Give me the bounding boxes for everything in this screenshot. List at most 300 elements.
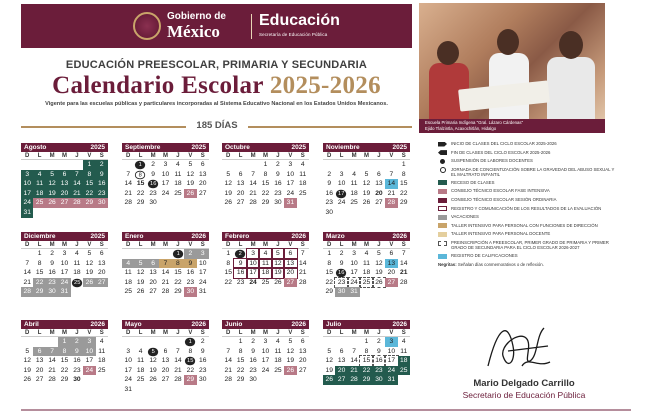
day-cell: 1 [37,250,42,257]
day-cell: 16 [186,269,195,277]
weekday-header [323,152,410,160]
day-cell: 28 [299,278,307,286]
empty-day [385,160,397,170]
day-cell: 5 [87,250,92,257]
legend-swatch-icon [438,215,447,220]
day-cell: 6 [339,347,344,355]
day-cell: 14 [299,259,307,267]
day-cell: 17 [124,366,132,374]
weekday-label: D [126,330,131,336]
weekday-label: J [176,153,180,159]
day-cell: 12 [272,259,284,269]
day-cell: 15 [224,269,232,277]
day-cell: 14 [161,269,170,277]
weekday-header [222,241,309,249]
day-cell: 28 [124,199,132,207]
day-cell: 18 [259,268,271,278]
month-name: Febrero [225,233,250,240]
day-cell: 4 [176,161,180,168]
day-cell: 19 [224,189,232,197]
day-cell: 16 [148,180,159,188]
empty-day [159,337,171,347]
day-cell: 29 [325,288,333,296]
subtitle: Vigente para las escuelas públicas y particulares incorporadas al Sistema Educativo Nacional en los Estados Unidos Mexicanos. [45,101,388,107]
day-cell: 27 [236,199,245,207]
day-cell: 29 [83,198,95,208]
day-cell: 25 [124,288,132,296]
day-cell: 15 [60,357,69,365]
day-cell: 2 [327,170,332,178]
day-cell: 7 [226,347,231,355]
day-cell: 1 [263,161,268,168]
day-cell: 20 [236,189,245,197]
day-cell: 15 [35,269,44,277]
day-cell: 8 [401,170,406,178]
day-cell: 28 [348,375,360,385]
day-cell: 16 [249,357,257,365]
legend-label: FIN DE CLASES DEL CICLO ESCOLAR 2025-2026 [451,149,551,155]
day-cell: 13 [199,170,207,178]
day-cell: 12 [186,170,195,178]
weekday-label: M [351,153,357,159]
empty-day [159,249,171,259]
day-cell: 17 [350,269,358,277]
day-cell: 17 [60,269,69,277]
day-cell: 6 [238,170,243,178]
day-cell: 23 [325,199,333,207]
weekday-label: M [61,242,67,248]
day-cell: 18 [274,357,282,365]
weekday-header [122,329,209,337]
day-cell: 11 [98,347,106,355]
day-cell: 30 [249,376,257,384]
day-cell: 27 [161,376,170,384]
day-cell: 20 [98,269,106,277]
day-cell: 22 [136,189,145,197]
legend-item [438,150,618,156]
day-cell: 25 [360,278,372,288]
day-cell: 13 [161,357,170,365]
national-seal-icon [133,12,161,40]
empty-day [222,160,234,170]
weekday-label: M [250,242,256,248]
day-cell: 11 [33,179,45,189]
day-cell: 18 [136,366,145,374]
empty-day [147,249,159,259]
day-cell: 24 [286,189,295,197]
day-cell: 16 [96,179,108,189]
month-year: 2025 [90,144,105,151]
day-grid [21,160,108,218]
photo-figure [547,57,595,123]
empty-day [360,160,372,170]
day-cell: 23 [73,366,81,374]
legend-label: INICIO DE CLASES DEL CICLO ESCOLAR 2025-2026 [451,141,557,146]
day-cell: 27 [199,189,207,197]
weekday-label: S [401,242,406,248]
day-cell: 2 [251,338,255,345]
gobierno-label: Gobierno de [167,11,226,22]
day-cell: 22 [60,366,69,374]
day-cell: 2 [200,338,205,345]
day-cell: 11 [274,347,282,355]
weekday-label: D [126,153,131,159]
day-cell: 29 [360,375,372,385]
day-cell: 28 [400,278,408,286]
day-cell: 9 [184,259,196,269]
day-cell: 23 [236,278,245,286]
legend-label: PREINSCRIPCIÓN A PREESCOLAR, PRIMER GRADO DE PRIMARIA Y PRIMER GRADO DE SECUNDARIA PARA EL CICLO ESCOLAR 2026-2027 [451,240,609,251]
weekday-label: D [25,153,30,159]
day-cell: 10 [261,347,270,355]
day-cell: 22 [325,278,333,286]
day-cell: 18 [350,189,358,197]
month-noviembre [323,143,410,218]
weekday-label: L [339,330,344,336]
legend-label: CONSEJO TÉCNICO ESCOLAR FASE INTENSIVA [451,188,550,194]
day-cell: 13 [337,357,346,365]
day-cell: 17 [161,180,170,188]
day-cell: 7 [401,250,406,257]
legend-item [438,188,618,194]
day-cell: 18 [299,180,307,188]
day-cell: 4 [138,347,143,355]
day-cell: 15 [83,179,95,189]
photo-figure [497,29,519,55]
month-year: 2026 [90,321,105,328]
day-cell: 22 [236,366,245,374]
day-cell: 8 [226,259,231,267]
legend-label: REGISTRO DE CALIFICACIONES [451,253,518,259]
weekday-label: M [61,153,67,159]
school-days-count: 185 DÍAS [186,119,248,133]
day-cell: 14 [385,179,397,189]
month-header [222,320,309,329]
day-cell: 16 [199,357,207,365]
day-cell: 27 [375,199,383,207]
day-cell: 29 [261,199,270,207]
day-cell: 20 [335,366,347,376]
day-cell: 11 [124,269,132,277]
month-marzo [323,232,410,297]
day-cell: 7 [71,170,83,180]
day-cell: 24 [199,278,207,286]
empty-day [58,160,70,170]
day-cell: 13 [98,259,106,267]
weekday-label: M [150,153,156,159]
day-cell: 25 [98,366,106,374]
month-year: 2025 [392,144,407,151]
day-cell: 21 [71,189,83,199]
day-cell: 20 [284,268,296,278]
day-grid [21,249,108,297]
day-cell: 9 [251,347,255,355]
signer-title: Secretario de Educación Pública [462,390,586,400]
day-cell: 2 [377,338,381,345]
weekday-label: S [300,330,305,336]
weekday-header [21,152,108,160]
day-cell: 16 [234,268,246,278]
month-year: 2026 [291,233,306,240]
day-cell: 17 [336,190,347,198]
month-name: Abril [24,321,39,328]
day-cell: 10 [161,170,170,178]
weekday-header [222,152,309,160]
day-cell: 28 [174,376,182,384]
day-cell: 31 [348,287,360,297]
day-cell: 8 [263,170,268,178]
weekday-label: J [75,330,79,336]
day-cell: 10 [199,259,207,267]
day-cell: 23 [335,278,347,288]
title-main: Calendario Escolar [52,72,264,99]
weekday-label: M [49,242,55,248]
weekday-label: M [162,330,168,336]
day-cell: 27 [299,366,307,374]
day-cell: 21 [224,366,232,374]
legend-swatch-icon [438,232,447,237]
weekday-label: V [288,242,293,248]
photo-caption-line: Escuela Primaria Indígena "Gral. Lázaro Cárdenas" [425,120,524,125]
day-cell: 8 [188,347,193,355]
mexico-label: México [167,22,220,41]
weekday-label: M [262,242,268,248]
day-cell: 15 [261,180,270,188]
month-year: 2025 [90,233,105,240]
day-cell: 13 [236,180,245,188]
signer-name: Mario Delgado Carrillo [473,378,575,389]
day-grid [122,337,209,395]
bottom-divider [21,409,631,411]
day-cell: 20 [387,269,396,277]
legend-label: SUSPENSIÓN DE LABORES DOCENTES [451,158,533,164]
banner-divider [251,14,252,39]
day-cell: 30 [184,287,196,297]
day-cell: 30 [325,208,333,216]
day-cell: 28 [71,198,83,208]
day-cell: 9 [96,170,108,180]
day-cell: 3 [21,170,33,180]
day-cell: 5 [134,259,146,269]
day-cell: 4 [122,259,134,269]
day-cell: 16 [373,356,385,366]
day-cell: 17 [21,189,33,199]
day-cell: 25 [350,199,358,207]
day-cell: 1 [58,337,70,347]
weekday-label: S [300,242,305,248]
weekday-label: M [351,242,357,248]
day-cell: 4 [33,170,45,180]
legend-item [438,206,618,212]
day-cell: 14 [249,180,257,188]
month-julio [323,320,410,385]
weekday-header [122,152,209,160]
day-cell: 20 [375,189,383,197]
weekday-label: L [238,330,243,336]
day-cell: 4 [364,250,369,257]
day-cell: 24 [337,199,346,207]
month-name: Septiembre [125,144,161,151]
weekday-label: L [339,242,344,248]
weekday-label: V [188,242,193,248]
day-cell: 20 [149,278,157,286]
day-cell: 29 [60,376,69,384]
day-cell: 15 [325,269,333,277]
day-grid [122,249,209,297]
day-cell: 29 [136,199,145,207]
header-banner [21,4,412,48]
day-cell: 24 [261,366,270,374]
month-header [21,143,108,152]
weekday-label: M [162,242,168,248]
day-cell: 23 [274,189,282,197]
empty-day [46,160,58,170]
day-cell: 10 [337,180,346,188]
day-cell: 12 [224,180,232,188]
day-cell: 17 [385,356,397,366]
weekday-label: D [226,330,231,336]
empty-day [348,337,360,347]
day-cell: 10 [350,259,358,267]
day-cell: 30 [274,199,282,207]
legend-swatch-icon [438,241,447,246]
weekday-label: V [389,153,394,159]
day-cell: 8 [172,259,184,269]
day-cell: 12 [375,259,383,267]
weekday-label: M [363,153,369,159]
day-cell: 22 [400,189,408,197]
day-cell: 24 [83,366,95,376]
legend-swatch-icon [440,159,445,164]
day-cell: 12 [46,179,58,189]
day-cell: 16 [336,269,347,277]
day-cell: 13 [58,179,70,189]
weekday-label: S [99,242,104,248]
month-name: Agosto [24,144,47,151]
empty-day [33,337,45,347]
day-cell: 21 [48,366,56,374]
day-cell: 17 [247,268,259,278]
day-cell: 11 [174,170,182,178]
day-cell: 13 [299,347,307,355]
day-cell: 3 [62,250,67,257]
day-cell: 4 [75,250,79,257]
day-cell: 3 [247,249,259,259]
day-cell: 24 [161,189,170,197]
weekday-label: M [351,330,357,336]
day-cell: 10 [387,347,396,355]
day-cell: 7 [300,250,305,257]
negritas-text: Señalan días conmemorativos o de reflexión. [457,261,544,267]
day-cell: 5 [25,347,30,355]
day-cell: 8 [364,347,369,355]
day-cell: 20 [299,357,307,365]
weekday-label: J [176,330,180,336]
weekday-label: L [339,153,344,159]
day-cell: 3 [197,249,209,259]
day-cell: 2 [235,250,246,258]
day-cell: 15 [236,357,245,365]
day-cell: 7 [25,259,30,267]
day-cell: 8 [238,347,243,355]
day-cell: 31 [199,288,207,296]
legend-swatch-icon [438,189,447,194]
day-cell: 17 [85,357,94,365]
day-cell: 11 [350,180,358,188]
day-cell: 25 [33,198,45,208]
day-cell: 25 [261,278,270,286]
weekday-label: S [99,153,104,159]
day-cell: 23 [249,366,257,374]
month-year: 2025 [291,144,306,151]
weekday-label: J [377,242,381,248]
empty-day [373,160,385,170]
day-cell: 2 [50,250,54,257]
day-grid [323,160,410,218]
empty-day [122,337,134,347]
weekday-header [21,241,108,249]
day-grid [222,337,309,385]
day-cell: 1 [135,161,146,169]
day-cell: 29 [33,287,45,297]
weekday-header [323,329,410,337]
month-agosto [21,143,108,218]
weekday-label: V [87,242,92,248]
day-cell: 25 [72,279,83,287]
day-cell: 30 [373,375,385,385]
day-cell: 13 [35,357,44,365]
day-cell: 7 [159,259,171,269]
day-cell: 23 [373,366,385,376]
day-cell: 7 [126,170,131,178]
day-cell: 4 [352,170,356,178]
day-cell: 26 [274,278,282,286]
day-cell: 18 [124,278,132,286]
day-cell: 7 [46,347,58,357]
weekday-label: V [389,330,394,336]
day-cell: 28 [224,376,232,384]
weekday-label: V [288,330,293,336]
day-cell: 21 [23,278,31,286]
day-grid [222,160,309,208]
day-cell: 1 [364,338,369,345]
month-header [122,232,209,241]
day-cell: 24 [385,366,397,376]
day-cell: 26 [23,376,31,384]
weekday-label: J [377,153,381,159]
day-cell: 12 [325,357,333,365]
day-cell: 11 [299,170,307,178]
day-cell: 10 [247,259,259,269]
legend-label: CONSEJO TÉCNICO ESCOLAR SESIÓN ORDINARIA [451,197,557,203]
photo-figure [437,41,459,65]
day-cell: 27 [35,376,44,384]
day-cell: 9 [50,259,54,267]
legend-item [438,158,618,164]
month-year: 2025 [191,144,206,151]
weekday-label: L [238,153,243,159]
day-cell: 2 [276,161,280,168]
day-cell: 21 [174,366,182,374]
month-header [222,232,309,241]
day-cell: 4 [300,161,305,168]
day-cell: 5 [148,347,159,355]
day-cell: 15 [185,357,196,365]
day-cell: 18 [73,269,81,277]
weekday-label: S [200,242,205,248]
day-cell: 28 [249,199,257,207]
day-cell: 31 [124,385,132,393]
